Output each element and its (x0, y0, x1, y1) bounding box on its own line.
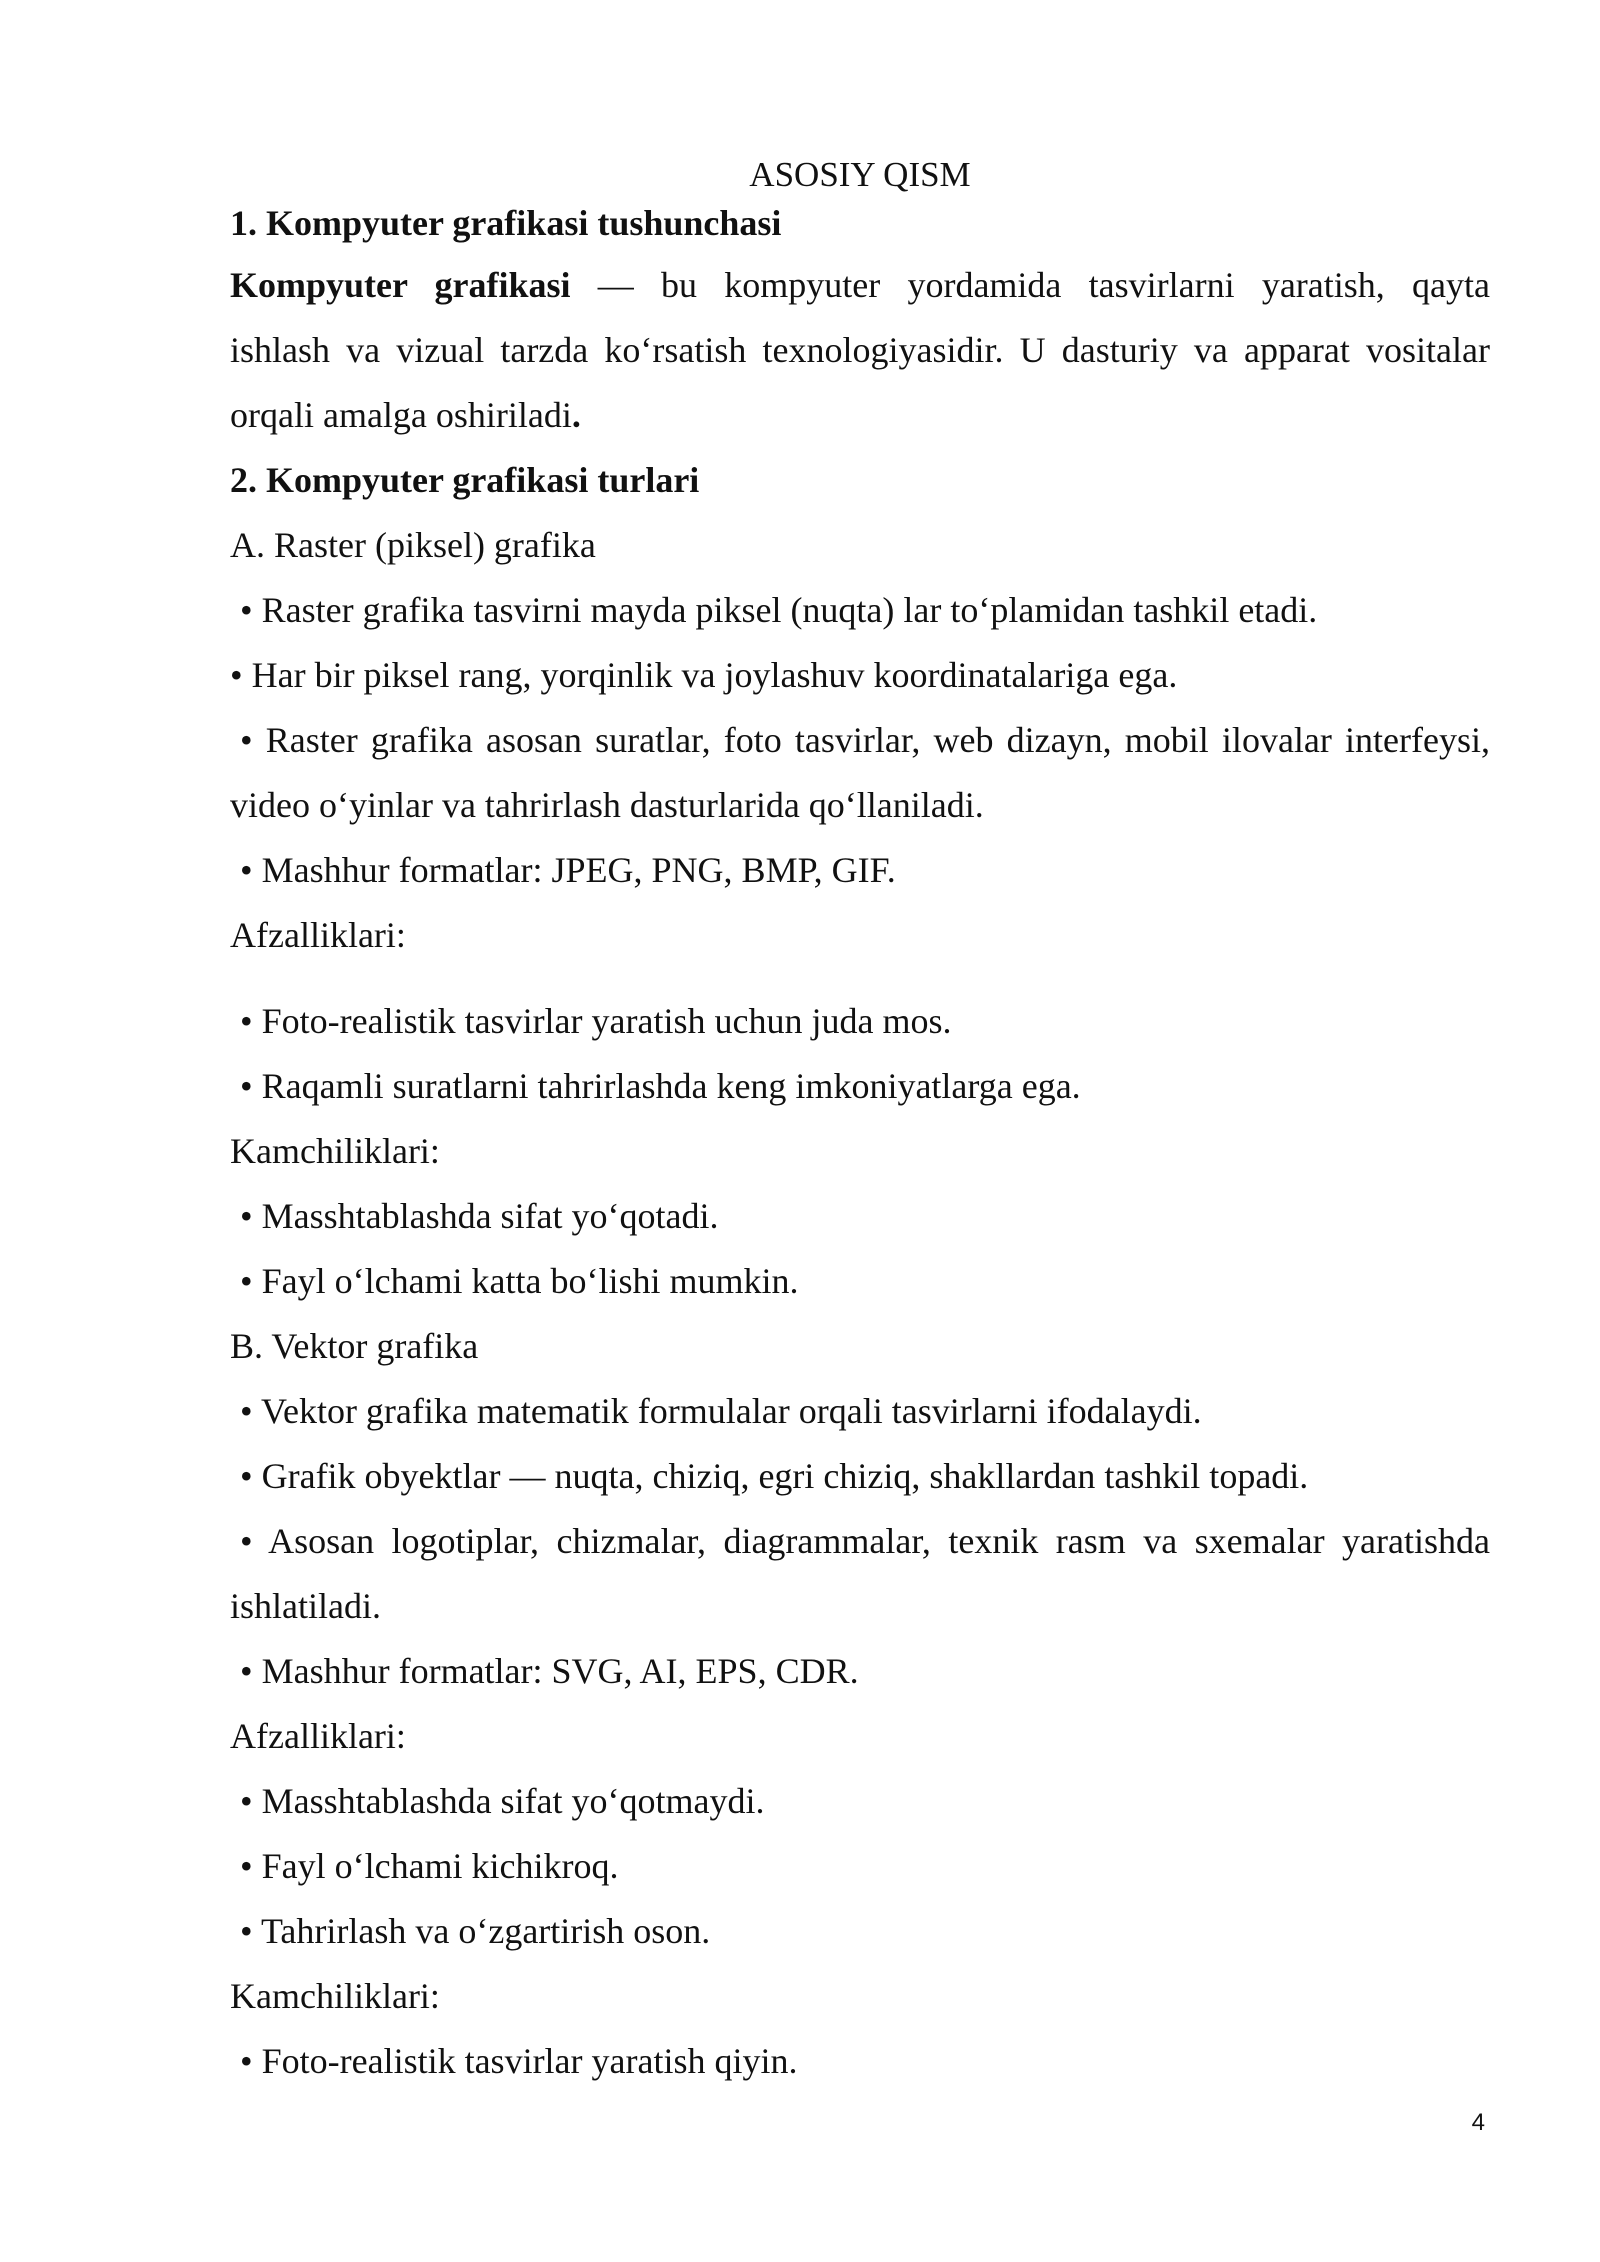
vector-advantages-label: Afzalliklari: (230, 1716, 406, 1756)
vector-advantage-3: • Tahrirlash va oʻzgartirish oson. (240, 1911, 711, 1951)
raster-disadvantage-2: • Fayl oʻlchami katta boʻlishi mumkin. (240, 1261, 799, 1301)
vector-bullet-4: • Mashhur formatlar: SVG, AI, EPS, CDR. (240, 1651, 859, 1691)
term-kompyuter-grafikasi: Kompyuter grafikasi (230, 265, 571, 305)
raster-bullet-3-line1: • Raster grafika asosan suratlar, foto tasvirlar, web dizayn, mobil ilovalar interfeysi, (240, 720, 1490, 760)
section2-heading: 2. Kompyuter grafikasi turlari (230, 460, 700, 500)
page-title: ASOSIY QISM (749, 155, 971, 194)
section1-paragraph-line1 (230, 262, 1490, 308)
vector-advantage-2: • Fayl oʻlchami kichikroq. (240, 1846, 619, 1886)
bold-period: . (571, 395, 581, 435)
raster-disadvantages-label: Kamchiliklari: (230, 1131, 440, 1171)
raster-bullet-3-line2: video oʻyinlar va tahrirlash dasturlarida qoʻllaniladi. (230, 785, 984, 825)
raster-advantage-2: • Raqamli suratlarni tahrirlashda keng imkoniyatlarga ega. (240, 1066, 1081, 1106)
page-number: 4 (1471, 2109, 1485, 2136)
vector-advantage-1: • Masshtablashda sifat yoʻqotmaydi. (240, 1781, 765, 1821)
raster-bullet-2: • Har bir piksel rang, yorqinlik va joylashuv koordinatalariga ega. (230, 655, 1178, 695)
vector-bullet-3-line1: • Asosan logotiplar, chizmalar, diagrammalar, texnik rasm va sxemalar yaratishda (240, 1521, 1490, 1561)
definition-text-end: orqali amalga oshiriladi (230, 395, 572, 435)
vector-disadvantage-1: • Foto-realistik tasvirlar yaratish qiyin. (240, 2041, 798, 2081)
vector-bullet-3-line2: ishlatiladi. (230, 1586, 381, 1626)
raster-advantage-1: • Foto-realistik tasvirlar yaratish uchun juda mos. (240, 1001, 952, 1041)
vector-bullet-1: • Vektor grafika matematik formulalar orqali tasvirlarni ifodalaydi. (240, 1391, 1202, 1431)
vector-disadvantages-label: Kamchiliklari: (230, 1976, 440, 2016)
section1-paragraph-line3 (230, 392, 581, 438)
vector-bullet-2: • Grafik obyektlar — nuqta, chiziq, egri chiziq, shakllardan tashkil topadi. (240, 1456, 1309, 1496)
raster-disadvantage-1: • Masshtablashda sifat yoʻqotadi. (240, 1196, 719, 1236)
section1-paragraph-line2: ishlash va vizual tarzda koʻrsatish texnologiyasidir. U dasturiy va apparat vositalar (230, 330, 1490, 370)
definition-text: — bu kompyuter yordamida tasvirlarni yaratish, qayta (570, 265, 1490, 305)
section1-heading: 1. Kompyuter grafikasi tushunchasi (230, 203, 782, 243)
raster-advantages-label: Afzalliklari: (230, 915, 406, 955)
raster-heading: A. Raster (piksel) grafika (230, 525, 596, 565)
vector-heading: B. Vektor grafika (230, 1326, 479, 1366)
raster-bullet-4: • Mashhur formatlar: JPEG, PNG, BMP, GIF. (240, 850, 896, 890)
raster-bullet-1: • Raster grafika tasvirni mayda piksel (nuqta) lar toʻplamidan tashkil etadi. (240, 590, 1318, 630)
